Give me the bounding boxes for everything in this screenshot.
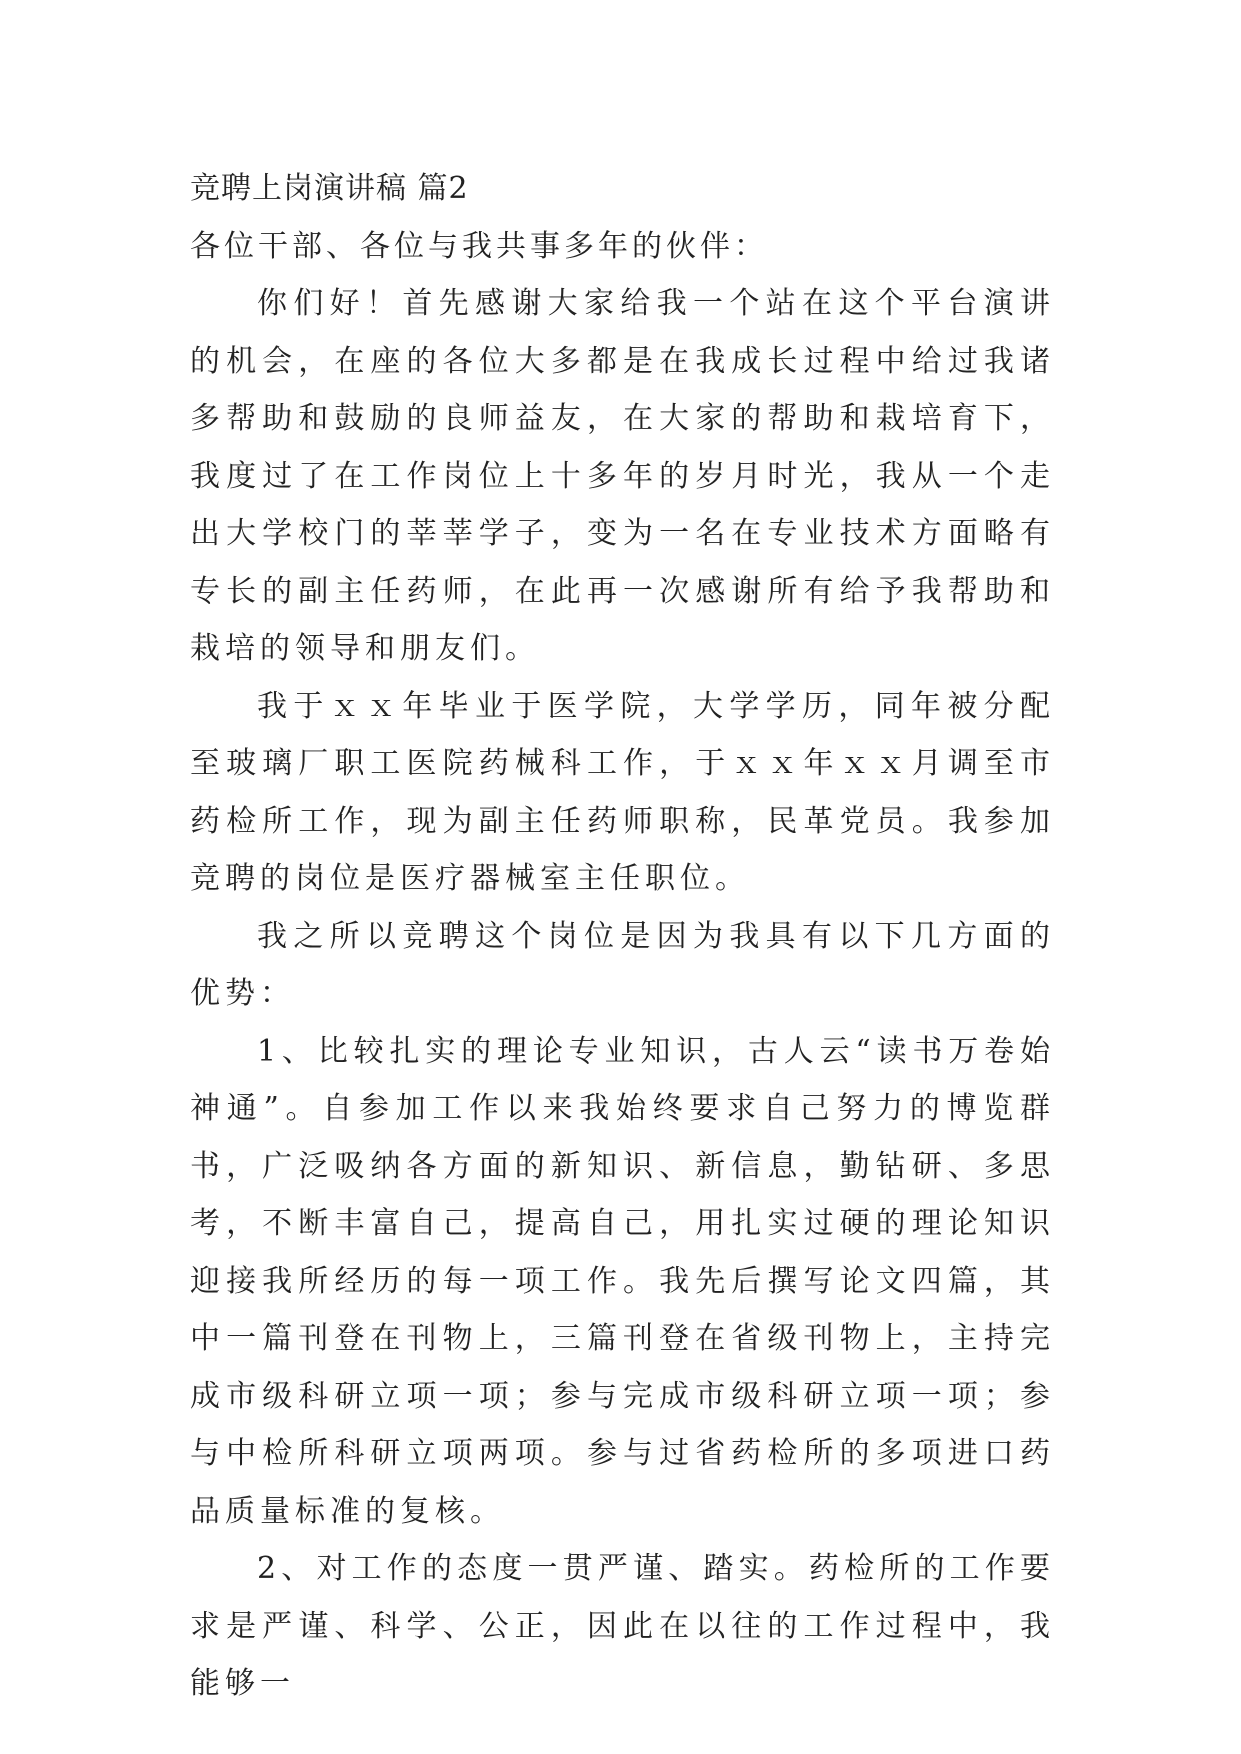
paragraph-advantage-1: 1、比较扎实的理论专业知识，古人云“读书万卷始神通”。自参加工作以来我始终要求自己努力的博览群书，广泛吸纳各方面的新知识、新信息，勤钻研、多思考，不断丰富自己，提高自己，用扎实过硬的理论知识迎接我所经历的每一项工作。我先后撰写论文四篇，其中一篇刊登在刊物上，三篇刊登在省级刊物上，主持完成市级科研立项一项；参与完成市级科研立项一项；参与中检所科研立项两项。参与过省药检所的多项进口药品质量标准的复核。 [190,1033,1055,1529]
paragraph-greeting: 你们好！首先感谢大家给我一个站在这个平台演讲的机会，在座的各位大多都是在我成长过程中给过我诸多帮助和鼓励的良师益友，在大家的帮助和栽培育下，我度过了在工作岗位上十多年的岁月时光，我从一个走出大学校门的莘莘学子，变为一名在专业技术方面略有专长的副主任药师，在此再一次感谢所有给予我帮助和栽培的领导和朋友们。 [190,286,1055,666]
paragraph-advantages-intro: 我之所以竞聘这个岗位是因为我具有以下几方面的优势： [190,918,1055,1011]
salutation: 各位干部、各位与我共事多年的伙伴： [190,228,768,264]
document-title: 竞聘上岗演讲稿 篇2 [190,171,469,206]
paragraph-background: 我于ｘｘ年毕业于医学院，大学学历，同年被分配至玻璃厂职工医院药械科工作，于ｘｘ年ｘｘ月调至市药检所工作，现为副主任药师职称，民革党员。我参加竞聘的岗位是医疗器械室主任职位。 [190,688,1055,896]
paragraph-advantage-2: 2、对工作的态度一贯严谨、踏实。药检所的工作要求是严谨、科学、公正，因此在以往的工作过程中，我能够一 [190,1551,1055,1701]
document-body [190,160,1055,1713]
